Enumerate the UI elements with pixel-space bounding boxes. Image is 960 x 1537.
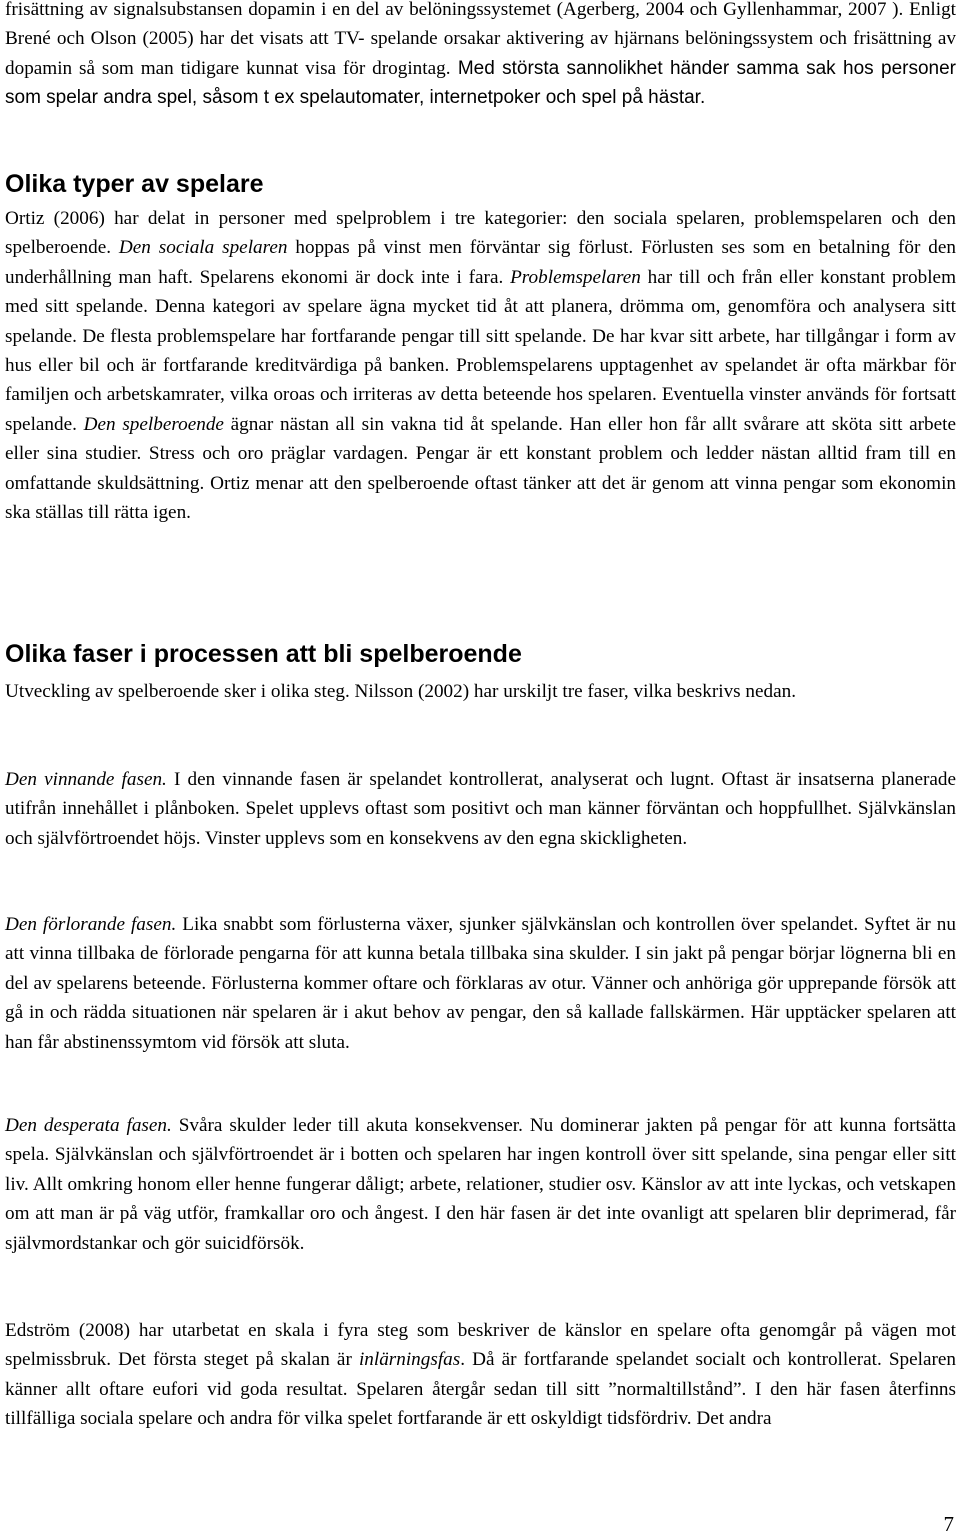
- paragraph-forlorande-fasen: [5, 910, 956, 1057]
- paragraph-vinnande-fasen: [5, 765, 956, 853]
- term-vinnande-fasen: Den vinnande fasen.: [5, 769, 167, 790]
- desperata-fasen-text: Svåra skulder leder till akuta konsekvenser. Nu dominerar jakten på pengar för att kunna fortsätta spela. Självkänslan och självförtroendet är i botten och spelaren har ingen kontroll över sitt spelande, sina pengar eller sitt liv. Allt omkring honom eller henne fungerar dåligt; arbete, relationer, studier osv. Känslor av att inte lyckas, och vetskapen om att man är på väg utför, framkallar oro och ångest. I den här fasen är det inte ovanligt att spelaren blir deprimerad, får självmordstankar och gör suicidförsök.: [5, 1115, 956, 1254]
- term-forlorande-fasen: Den förlorande fasen.: [5, 914, 177, 935]
- spelartyper-text-3: har till och från eller konstant problem med sitt spelande. Denna kategori av spelare ägna mycket tid åt att planera, drömma om, genomföra och analysera sitt spelande. De flesta problemspelare har fortfarande pengar till sitt spelande. De har kvar sitt arbete, har tillgångar i form av hus eller bil och är fortfarande kreditvärdiga på banken. Problemspelarens upptagenhet av spelandet är ofta märkbar för familjen och arbetskamrater, vilka oroas och irriteras av detta beteende hos spelaren. Eventuella vinster används för fortsatt spelande.: [5, 266, 957, 435]
- term-sociala-spelaren: Den sociala spelaren: [118, 237, 288, 259]
- forlorande-fasen-text: Lika snabbt som förlusterna växer, sjunker självkänslan och kontrollen över spelandet. Syftet är nu att vinna tillbaka de förlorade pengarna för att kunna betala tillbaka sina skulder. I sin jakt på pengar börjar lögnerna bli en del av spelarens beteende. Förlusterna kommer oftare och förklaras av otur. Vänner och anhöriga gör upprepande försök att gå in och rädda situationen när spelaren är i akut behov av pengar, den så kallade fallskärmen. Här upptäcker spelaren att han får abstinenssymtom vid försök att sluta.: [5, 914, 956, 1053]
- paragraph-utveckling: Utveckling av spelberoende sker i olika steg. Nilsson (2002) har urskiljt tre faser, vilka beskrivs nedan.: [5, 681, 797, 702]
- term-desperata-fasen: Den desperata fasen.: [5, 1115, 172, 1136]
- edstrom-text-2: . Då är fortfarande spelandet socialt och kontrollerat. Spelaren känner allt oftare eufori vid goda resultat. Spelaren återgår sedan till sitt ”normaltillstånd”. I den här fasen återfinns tillfälliga sociala spelare och andra för vilka spelet fortfarande är ett oskyldigt tidsfördriv. Det andra: [5, 1349, 956, 1430]
- paragraph-dopamin-sans: Med största sannolikhet händer samma sak hos personer som spelar andra spel, såsom t ex spelautomater, internetpoker och spel på hästar.: [5, 57, 956, 109]
- vinnande-fasen-text: I den vinnande fasen är spelandet kontrollerat, analyserat och lugnt. Oftast är insatserna planerade utifrån innehållet i plånboken. Spelet upplevs oftast som positivt och man känner förväntan och hoppfullhet. Självkänslan och självförtroendet höjs. Vinster upplevs som en konsekvens av den egna skickligheten.: [5, 769, 956, 849]
- paragraph-dopamin: [5, 0, 956, 113]
- spelartyper-text-2: hoppas på vinst men förväntar sig förlust. Förlusten ses som en betalning för den underhållning man haft. Spelarens ekonomi är dock inte i fara.: [5, 237, 956, 288]
- paragraph-desperata-fasen: [5, 1111, 956, 1258]
- paragraph-spelartyper: [5, 204, 956, 527]
- heading-olika-faser: Olika faser i processen att bli spelberoende: [5, 640, 522, 668]
- page-number: 7: [943, 1512, 954, 1536]
- spelartyper-text-4: ägnar nästan all sin vakna tid åt spelande. Han eller hon får allt svårare att sköta sitt arbete eller sina studier. Stress och oro präglar vardagen. Pengar är ett konstant problem och ledder nästan alltid fram till en omfattande skuldsättning. Ortiz menar att den spelberoende oftast tänker att det är genom att vinna pengar som ekonomin ska ställas till rätta igen.: [5, 413, 956, 524]
- heading-olika-typer: Olika typer av spelare: [5, 170, 264, 198]
- paragraph-edstrom: [5, 1316, 956, 1434]
- paragraph-dopamin-serif: frisättning av signalsubstansen dopamin i en del av belöningssystemet (Agerberg, 2004 och Gyllenhammar, 2007 ). Enligt Brené och Olson (2005) har det visats att TV- spelande orsakar aktivering av hjärnans belöningssystem och frisättning av dopamin så som man tidigare kunnat visa för drogintag.: [5, 0, 956, 79]
- edstrom-text-1: Edström (2008) har utarbetat en skala i fyra steg som beskriver de känslor en spelare ofta genomgår på vägen mot spelmissbruk. Det första steget på skalan är: [5, 1320, 956, 1371]
- term-problemspelaren: Problemspelaren: [510, 266, 641, 288]
- term-inlarningsfas: inlärningsfas: [358, 1349, 461, 1371]
- term-spelberoende: Den spelberoende: [83, 413, 224, 435]
- spelartyper-text-1: Ortiz (2006) har delat in personer med spelproblem i tre kategorier: den sociala spelaren, problemspelaren och den spelberoende.: [5, 208, 956, 259]
